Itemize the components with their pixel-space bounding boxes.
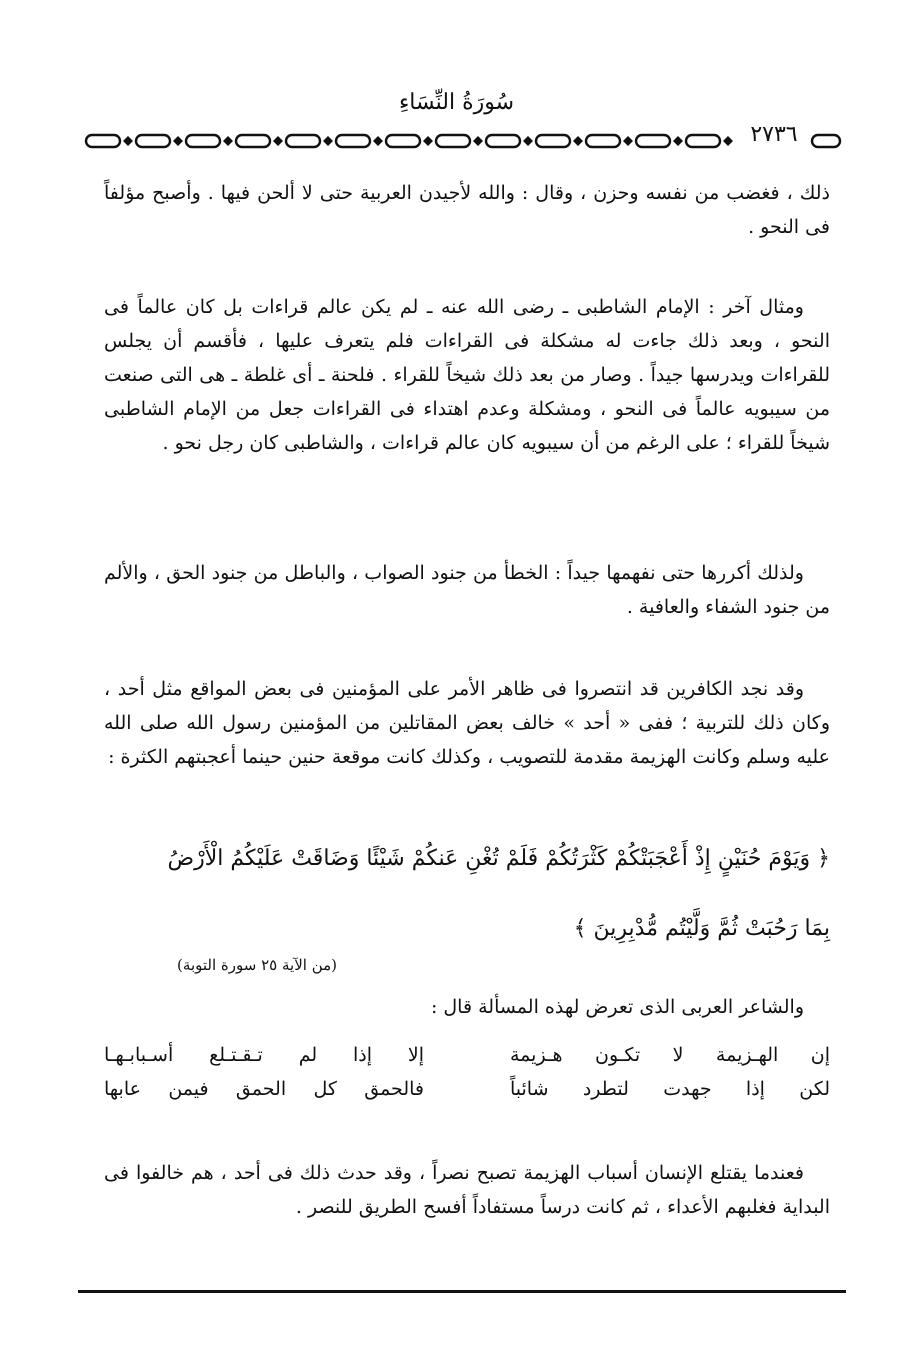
paragraph-5 xyxy=(104,1156,830,1224)
ornament-link xyxy=(686,135,720,147)
poem-verse-2-first-hemistich: لكن إذا جهدت لتطرد شائباً xyxy=(510,1078,830,1100)
paragraph-1 xyxy=(104,176,830,244)
ornament-diamond xyxy=(523,136,533,146)
ornament-link xyxy=(636,135,670,147)
surah-title: سُورَةُ النِّسَاءِ xyxy=(398,90,515,115)
ornament-end-link xyxy=(812,135,840,147)
ornament-diamond xyxy=(373,136,383,146)
ornament-link xyxy=(336,135,370,147)
quran-verse-line-1: ﴿ وَيَوْمَ حُنَيْنٍ إِذْ أَعْجَبَتْكُمْ كَثْرَتُكُمْ فَلَمْ تُغْنِ عَنكُمْ شَيْئًا وَضَاقَتْ عَلَيْكُمُ الْأَرْضُ xyxy=(167,846,830,871)
ornament-diamond xyxy=(223,136,233,146)
poem-verse-1-second-hemistich: إلا إذا لم تـقـتـلع أسـبابـهـا xyxy=(104,1044,424,1066)
ornament-link xyxy=(136,135,170,147)
paragraph-4 xyxy=(104,672,830,774)
ornament-link xyxy=(186,135,220,147)
bottom-rule xyxy=(78,1290,846,1293)
poem-verse-1 xyxy=(104,1044,830,1078)
poem-verse-2-second-hemistich: فالحمق كل الحمق فيمن عابها xyxy=(104,1078,424,1100)
ornament-diamond xyxy=(273,136,283,146)
poem-verse-1-first-hemistich: إن الهـزيمة لا تكـون هـزيمة xyxy=(510,1044,830,1066)
ornament-link xyxy=(486,135,520,147)
poem-verse-2 xyxy=(104,1078,830,1112)
ornament-link xyxy=(286,135,320,147)
ornament-diamond xyxy=(323,136,333,146)
ornament-diamond xyxy=(123,136,133,146)
ornament-diamond xyxy=(723,136,733,146)
paragraph-2-text: ومثال آخر : الإمام الشاطبى ـ رضى الله عنه ـ لم يكن عالم قراءات بل كان عالماً فى النحو ، وبعد ذلك جاءت له مشكلة فى القراءات فلم يتعرف عليها ، فأقسم أن يجلس للقراءات ويدرسها جيداً . وصار من بعد ذلك شيخاً للقراء . فلحنة ـ أى غلطة ـ هى التى صنعت من سيبويه عالماً فى النحو ، ومشكلة وعدم اهتداء فى القراءات جعل من الإمام الشاطبى شيخاً للقراء ؛ على الرغم من أن سيبويه كان عالم قراءات ، والشاطبى كان رجل نحو . xyxy=(104,296,830,454)
ornament-link xyxy=(386,135,420,147)
ornament-diamond xyxy=(573,136,583,146)
paragraph-2 xyxy=(104,290,830,460)
ornament-diamond xyxy=(423,136,433,146)
paragraph-3-text: ولذلك أكررها حتى نفهمها جيداً : الخطأ من جنود الصواب ، والباطل من جنود الحق ، والألم من جنود الشفاء والعافية . xyxy=(104,562,830,618)
paragraph-5-text: فعندما يقتلع الإنسان أسباب الهزيمة تصبح نصراً ، وقد حدث ذلك فى أحد ، هم خالفوا فى البداية فغلبهم الأعداء ، ثم كانت درساً مستفاداً أفسح الطريق للنصر . xyxy=(104,1162,830,1218)
ornament-link xyxy=(86,135,120,147)
quran-reference: (من الآية ٢٥ سورة التوبة) xyxy=(177,956,337,974)
ornament-link xyxy=(436,135,470,147)
ornament-diamond xyxy=(173,136,183,146)
page-number: ٢٧٣٦ xyxy=(744,122,804,147)
poet-intro: والشاعر العربى الذى تعرض لهذه المسألة قال : xyxy=(430,996,804,1018)
paragraph-3 xyxy=(104,556,830,624)
ornament-link xyxy=(586,135,620,147)
paragraph-1-text: ذلك ، فغضب من نفسه وحزن ، وقال : والله لأجيدن العربية حتى لا ألحن فيها . وأصبح مؤلفاً فى النحو . xyxy=(104,182,830,238)
quran-verse-line-2: بِمَا رَحُبَتْ ثُمَّ وَلَّيْتُم مُّدْبِرِينَ ﴾ xyxy=(573,916,830,941)
paragraph-4-text: وقد نجد الكافرين قد انتصروا فى ظاهر الأمر على المؤمنين فى بعض المواقع مثل أحد ، وكان ذلك للتربية ؛ ففى « أحد » خالف بعض المقاتلين من المؤمنين رسول الله صلى الله عليه وسلم وكانت الهزيمة مقدمة للتصويب ، وكذلك كانت موقعة حنين حينما أعجبتهم الكثرة : xyxy=(104,678,830,768)
ornament-diamond xyxy=(473,136,483,146)
ornament-link xyxy=(536,135,570,147)
ornament-link xyxy=(236,135,270,147)
ornament-diamond xyxy=(673,136,683,146)
ornament-diamond xyxy=(623,136,633,146)
chain-ornament-border-icon xyxy=(84,126,844,156)
